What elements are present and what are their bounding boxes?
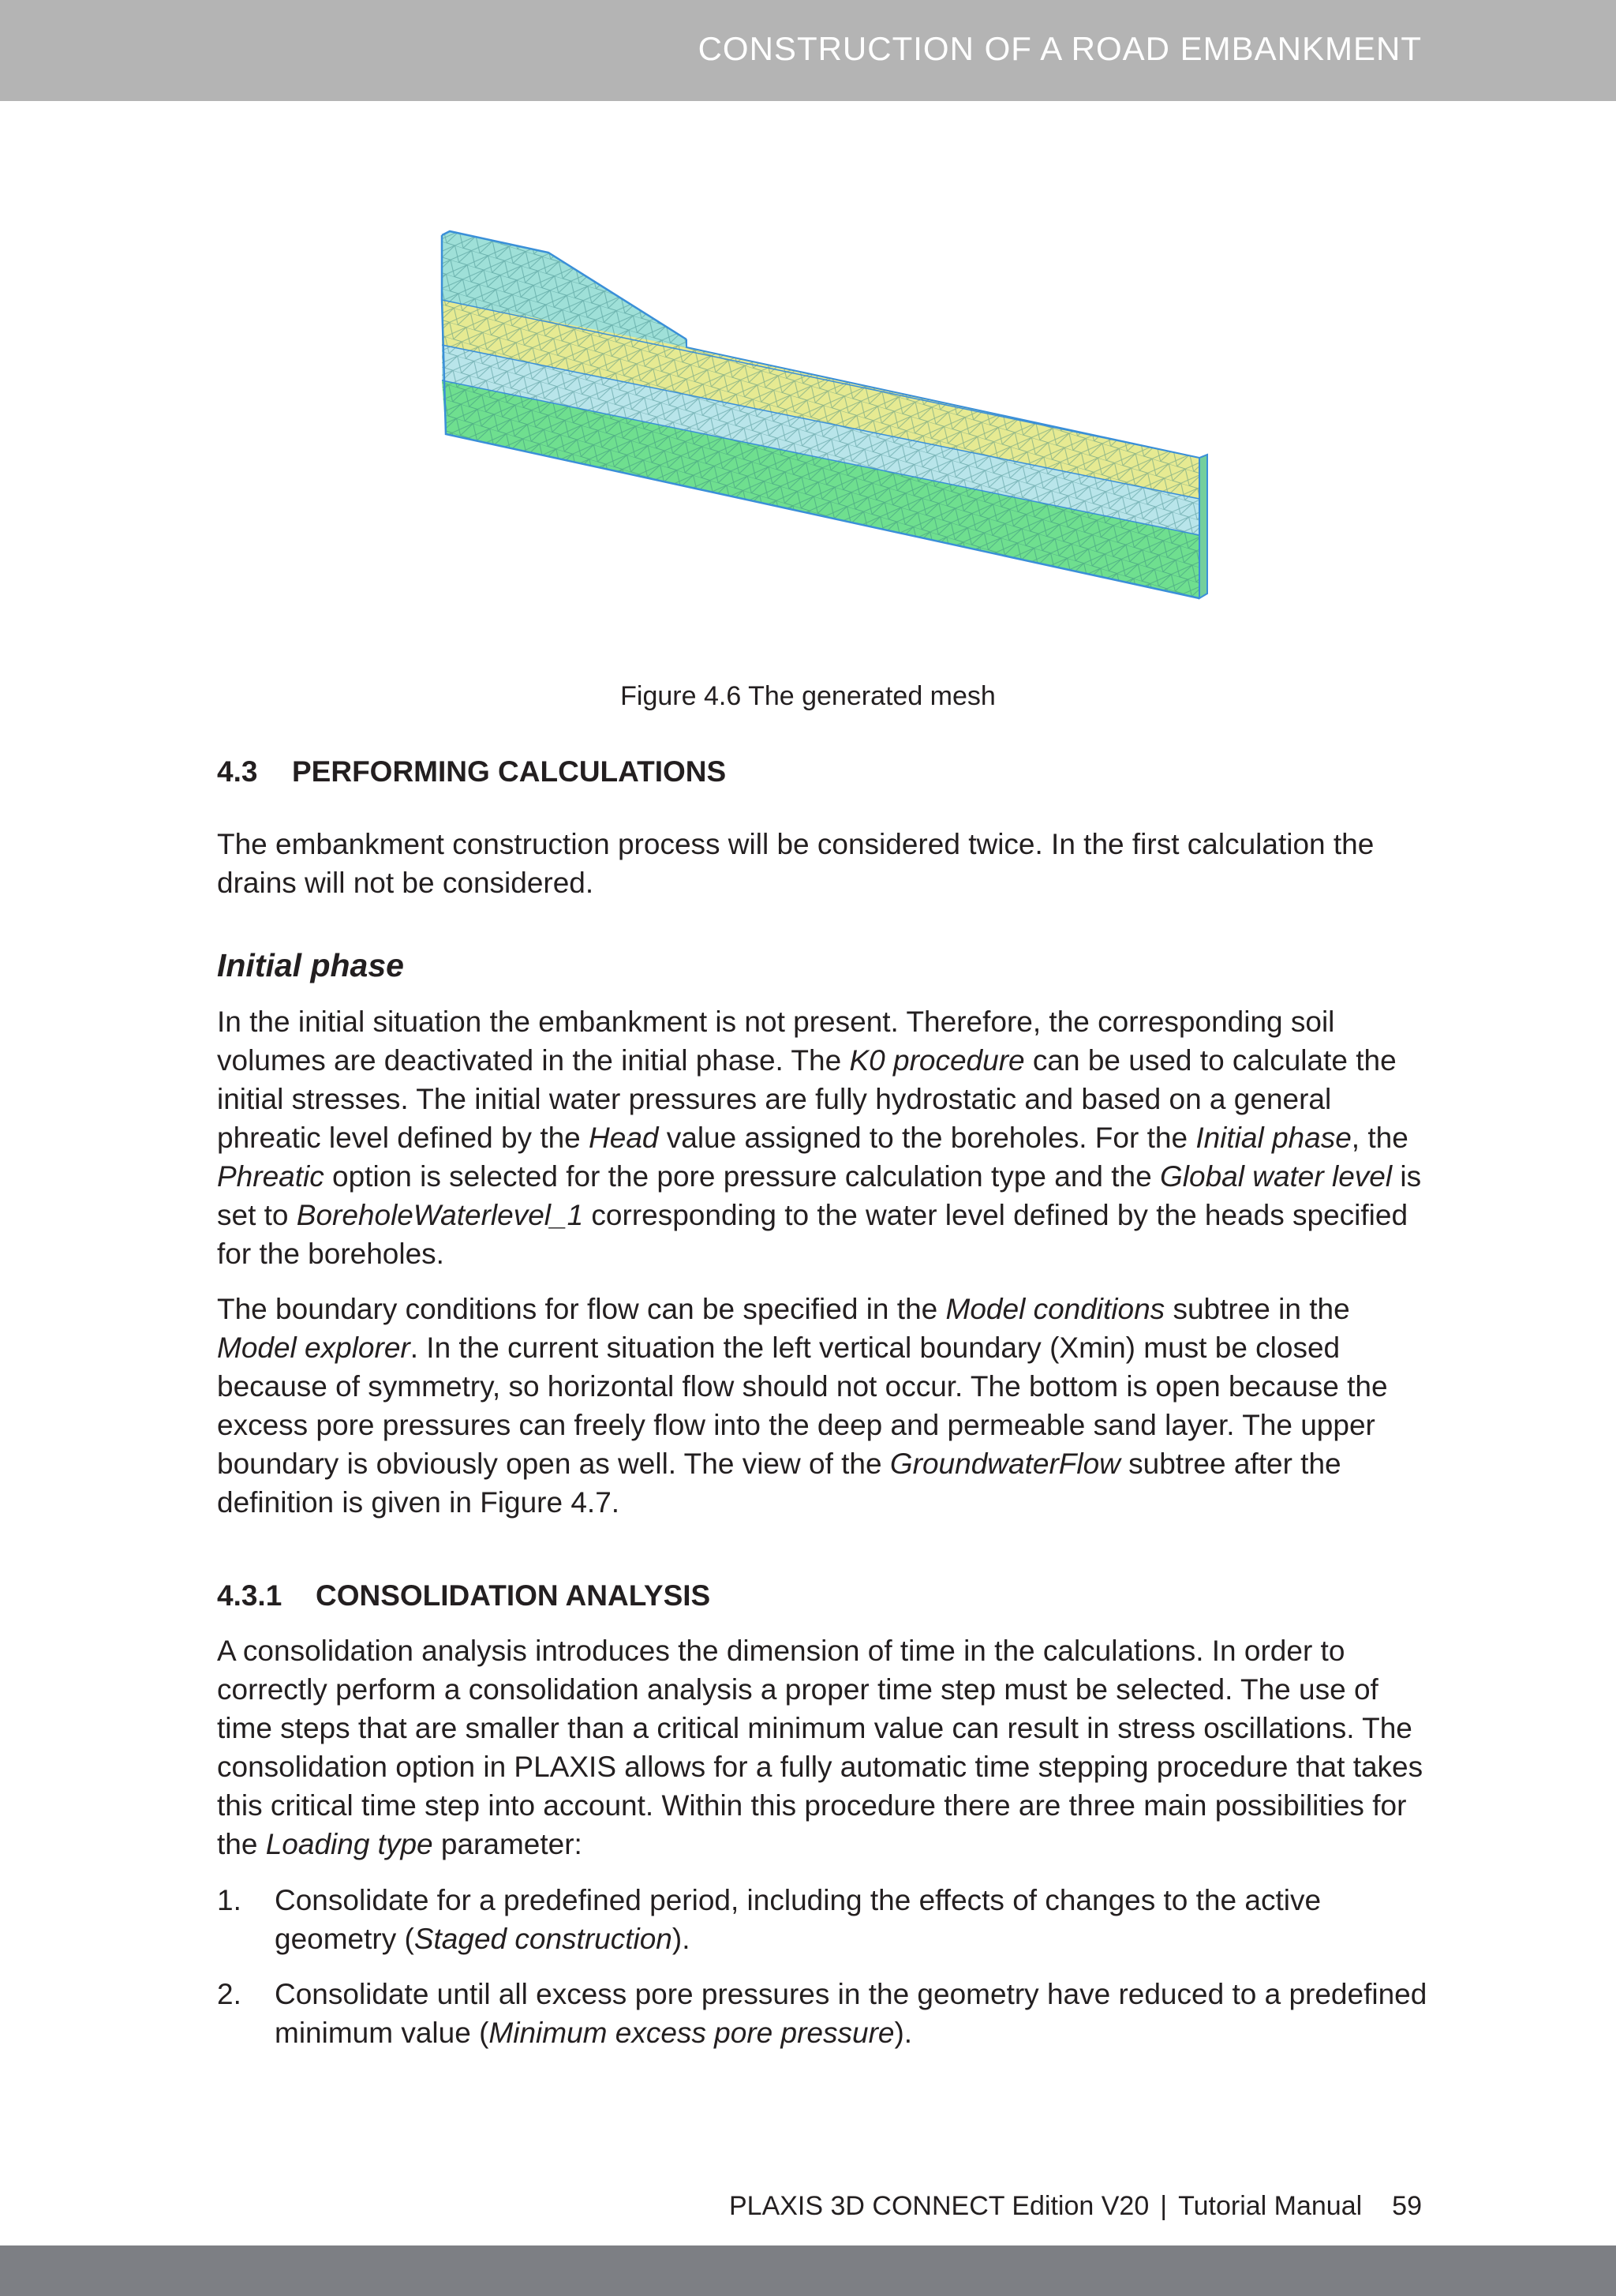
term-k0-procedure: K0 procedure: [849, 1044, 1025, 1077]
footer-product: PLAXIS 3D CONNECT Edition V20: [728, 2191, 1150, 2221]
intro-paragraph: The embankment construction process will be considered twice. In the first calculation the drains will not be considered.: [217, 828, 1375, 899]
initial-phase-paragraph-1: In the initial situation the embankment is not present. Therefore, the corresponding soil volumes are deactivated in the initial phase. The K0 procedure can be used to calculate the initial stresses. The initial water pressures are fully hydrostatic and based on a general phreatic level defined by the Head value assigned to the boreholes. For the Initial phase, the Phreatic option is selected for the pore pressure calculation type and the Global water level is set to BoreholeWaterlevel_1 corresponding to the water level defined by the heads specified for the boreholes.: [217, 1006, 1422, 1270]
subheading-initial-phase: Initial phase: [217, 947, 404, 983]
mesh-image: [426, 221, 1239, 616]
list-item: [217, 1881, 1432, 1958]
page-footer: [729, 2191, 1422, 2222]
figure-caption: Figure 4.6 The generated mesh: [620, 681, 996, 711]
term-staged-construction: Staged construction: [413, 1923, 672, 1955]
initial-phase-paragraph-2: The boundary conditions for flow can be specified in the Model conditions subtree in the Model explorer. In the current situation the left vertical boundary (Xmin) must be closed because of symmetry, so horizontal flow should not occur. The bottom is open because the excess pore pressures can freely flow into the deep and permeable sand layer. The upper boundary is obviously open as well. The view of the GroundwaterFlow subtree after the definition is given in Figure 4.7.: [217, 1293, 1388, 1519]
subsection-number: 4.3.1: [217, 1579, 282, 1612]
running-header: CONSTRUCTION OF A ROAD EMBANKMENT: [698, 30, 1422, 67]
term-phreatic: Phreatic: [217, 1160, 324, 1193]
consolidation-paragraph: A consolidation analysis introduces the dimension of time in the calculations. In order to correctly perform a consolidation analysis a proper time step must be selected. The use of time steps that are smaller than a critical minimum value can result in stress oscillations. The consolidation option in PLAXIS allows for a fully automatic time stepping procedure that takes this critical time step into account. Within this procedure there are three main possibilities for the Loading type parameter:: [217, 1635, 1423, 1860]
header-bar: [0, 0, 1616, 101]
footer-bar: [0, 2245, 1616, 2296]
term-groundwater-flow: GroundwaterFlow: [889, 1448, 1120, 1480]
term-model-explorer: Model explorer: [217, 1332, 410, 1364]
term-borehole-waterlevel: BoreholeWaterlevel_1: [296, 1199, 584, 1231]
subsection-heading: [217, 1579, 710, 1612]
section-heading: [217, 755, 726, 788]
mesh-figure: [426, 221, 1239, 616]
term-global-water-level: Global water level: [1160, 1160, 1393, 1193]
term-head: Head: [589, 1122, 659, 1154]
term-loading-type: Loading type: [265, 1828, 433, 1860]
term-minimum-excess-pore-pressure: Minimum excess pore pressure: [488, 2017, 895, 2049]
term-model-conditions: Model conditions: [945, 1293, 1165, 1325]
list-text: Consolidate for a predefined period, including the effects of changes to the active geometry (Staged construction).: [275, 1884, 1322, 1955]
list-text: Consolidate until all excess pore pressures in the geometry have reduced to a predefined minimum value (Minimum excess pore pressure).: [275, 1978, 1427, 2049]
page-number: 59: [1392, 2191, 1422, 2221]
section-number: 4.3: [217, 755, 258, 788]
list-number: 2.: [217, 1978, 241, 2010]
footer-separator: |: [1160, 2191, 1168, 2221]
section-title: PERFORMING CALCULATIONS: [292, 755, 727, 788]
subsection-title: CONSOLIDATION ANALYSIS: [316, 1579, 711, 1612]
mesh-end-face: [1199, 455, 1207, 598]
term-initial-phase: Initial phase: [1195, 1122, 1352, 1154]
list-item: [217, 1975, 1432, 2052]
list-number: 1.: [217, 1884, 241, 1916]
footer-manual: Tutorial Manual: [1178, 2191, 1363, 2221]
